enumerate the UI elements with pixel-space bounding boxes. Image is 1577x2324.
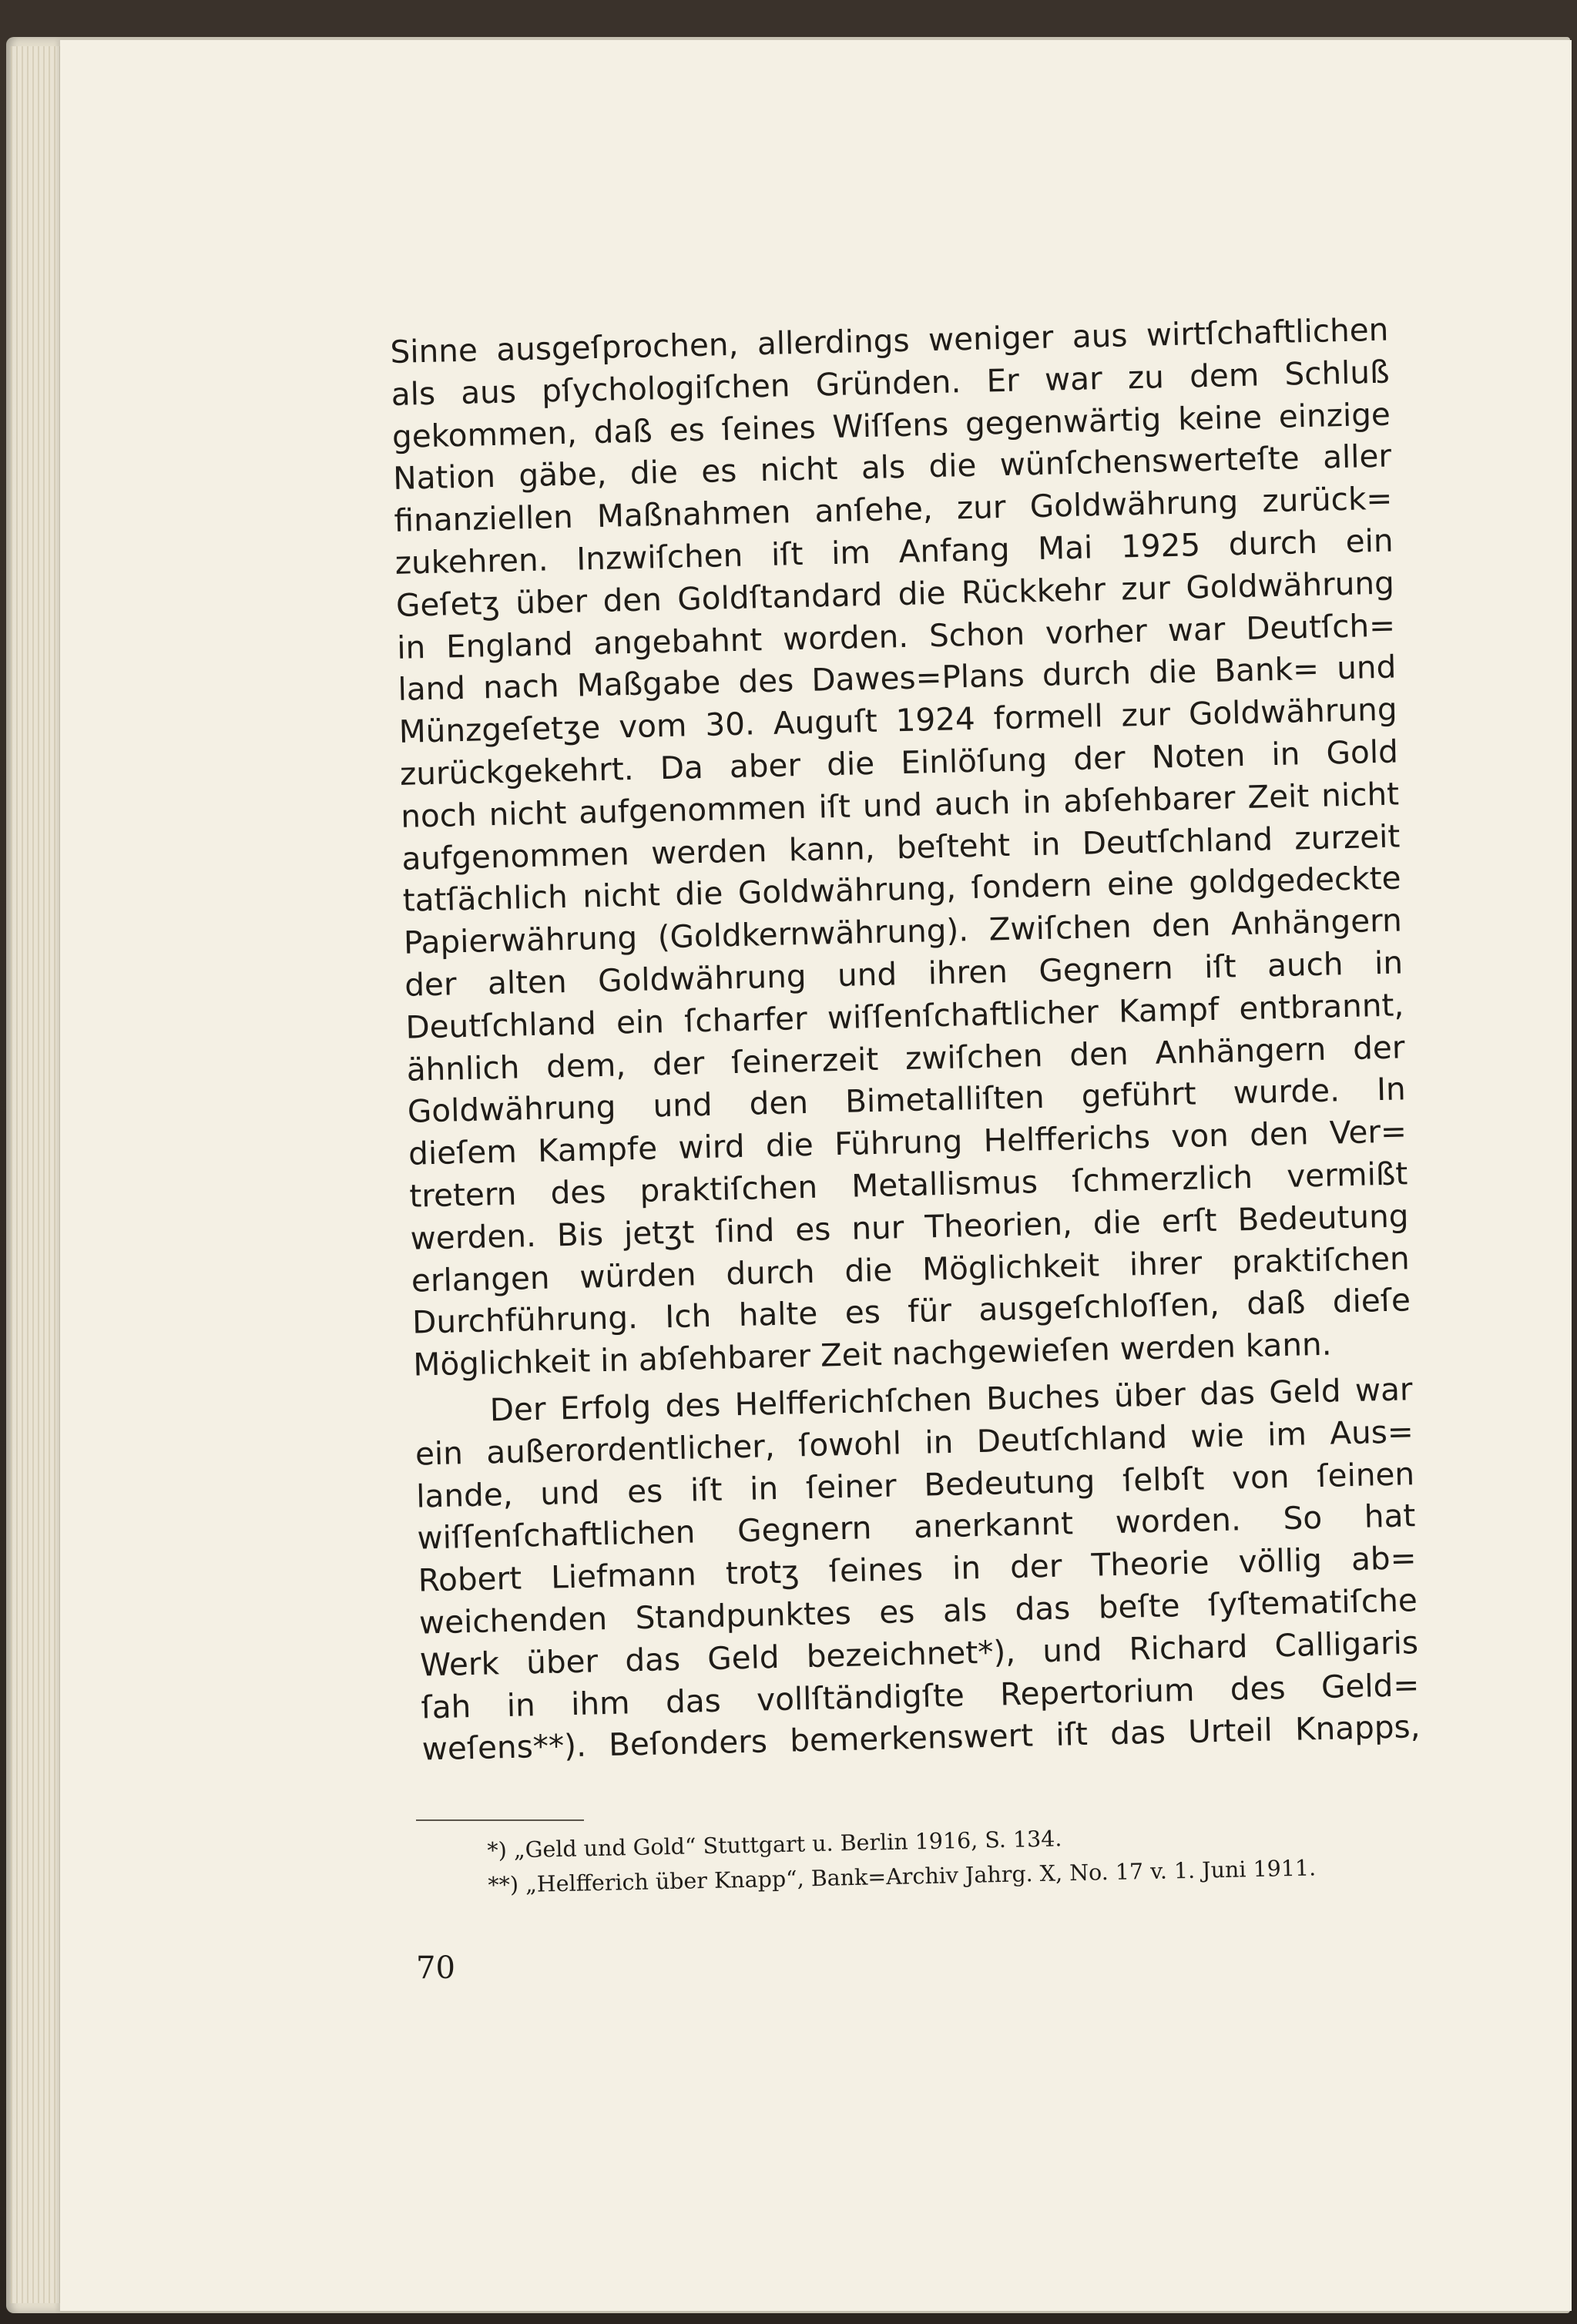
footnote-divider <box>416 1819 584 1821</box>
footnote-1: *) „Geld und Gold“ Stuttgart u. Berlin 1916, S. 134. <box>487 1826 1062 1863</box>
text-line: Goldwährung und den Bimetalliſten geführt wurde. In <box>407 1070 1407 1131</box>
text-line: Der Erfolg des Helfferichſchen Buches über das Geld war <box>489 1370 1414 1429</box>
text-line: wiſſenſchaftlichen Gegnern anerkannt worden. So hat <box>417 1497 1416 1557</box>
footnote-2: **) „Helfferich über Knapp“, Bank=Archiv Jahrg. X, No. 17 v. 1. Juni 1911. <box>488 1855 1317 1898</box>
text-line: Nation gäbe, die es nicht als die wünſchenswerteſte aller <box>392 437 1392 498</box>
text-line: gekommen, daß es ſeines Wiſſens gegenwärtig keine einzige <box>391 395 1391 455</box>
text-line: Möglichkeit in abſehbarer Zeit nachgewieſen werden kann. <box>412 1325 1333 1383</box>
text-line: zurückgekehrt. Da aber die Einlöſung der Noten in Gold <box>399 733 1399 793</box>
paragraph-2 <box>414 1368 1421 1770</box>
text-line: weichenden Standpunktes es als das beſte ſyſtematiſche <box>418 1581 1418 1642</box>
text-line: Durchführung. Ich halte es für ausgeſchloſſen, daß dieſe <box>411 1281 1411 1341</box>
text-line: finanziellen Maßnahmen anſehe, zur Goldwährung zurück= <box>394 479 1393 540</box>
text-line: tretern des praktiſchen Metallismus ſchmerzlich vermißt <box>408 1155 1408 1215</box>
text-line: aufgenommen werden kann, beſteht in Deutſchland zurzeit <box>401 817 1401 877</box>
text-line: Deutſchland ein ſcharfer wiſſenſchaftlicher Kampf entbrannt, <box>404 986 1404 1046</box>
text-line: Sinne ausgeſprochen, allerdings weniger aus wirtſchaftlichen <box>390 310 1389 371</box>
text-line: in England angebahnt worden. Schon vorher war Deutſch= <box>396 606 1396 666</box>
text-line: lande, und es iſt in ſeiner Bedeutung ſelbſt von ſeinen <box>415 1454 1415 1515</box>
text-line: Münzgeſetʒe vom 30. Auguſt 1924 formell zur Goldwährung <box>398 690 1398 751</box>
text-line: Papierwährung (Goldkernwährung). Zwiſchen den Anhängern <box>403 901 1403 961</box>
text-line: tatſächlich nicht die Goldwährung, ſondern eine goldgedeckte <box>402 859 1401 920</box>
page-number: 70 <box>416 1950 455 1986</box>
text-line: dieſem Kampfe wird die Führung Helfferichs von den Ver= <box>408 1112 1408 1172</box>
page-edges <box>11 46 65 2303</box>
text-line: weſens**). Beſonders bemerkenswert iſt das Urteil Knapps, <box>421 1708 1421 1768</box>
text-line: Robert Liefmann trotʒ ſeines in der Theorie völlig ab= <box>418 1539 1418 1599</box>
text-line: ähnlich dem, der ſeinerzeit zwiſchen den Anhängern der <box>406 1028 1405 1088</box>
text-line: als aus pſychologiſchen Gründen. Er war zu dem Schluß <box>391 353 1391 413</box>
text-line: noch nicht aufgenommen iſt und auch in abſehbarer Zeit nicht <box>400 775 1400 835</box>
text-line: land nach Maßgabe des Dawes=Plans durch die Bank= und <box>398 648 1397 709</box>
text-line: zukehren. Inzwiſchen iſt im Anfang Mai 1925 durch ein <box>394 521 1394 582</box>
text-line: ſah in ihm das vollſtändigſte Repertorium des Geld= <box>420 1665 1420 1726</box>
text-line: Geſetʒ über den Goldſtandard die Rückkehr zur Goldwährung <box>395 564 1395 624</box>
text-line: ein außerordentlicher, ſowohl in Deutſchland wie im Aus= <box>414 1412 1414 1473</box>
main-text <box>390 309 1421 1771</box>
text-line: der alten Goldwährung und ihren Gegnern iſt auch in <box>404 944 1404 1004</box>
text-line: Werk über das Geld bezeichnet*), und Richard Calligaris <box>419 1623 1419 1684</box>
paragraph-1 <box>390 309 1412 1387</box>
text-line: erlangen würden durch die Möglichkeit ihrer praktiſchen <box>411 1239 1411 1299</box>
text-line: werden. Bis jetʒt ſind es nur Theorien, die erſt Bedeutung <box>410 1197 1409 1257</box>
